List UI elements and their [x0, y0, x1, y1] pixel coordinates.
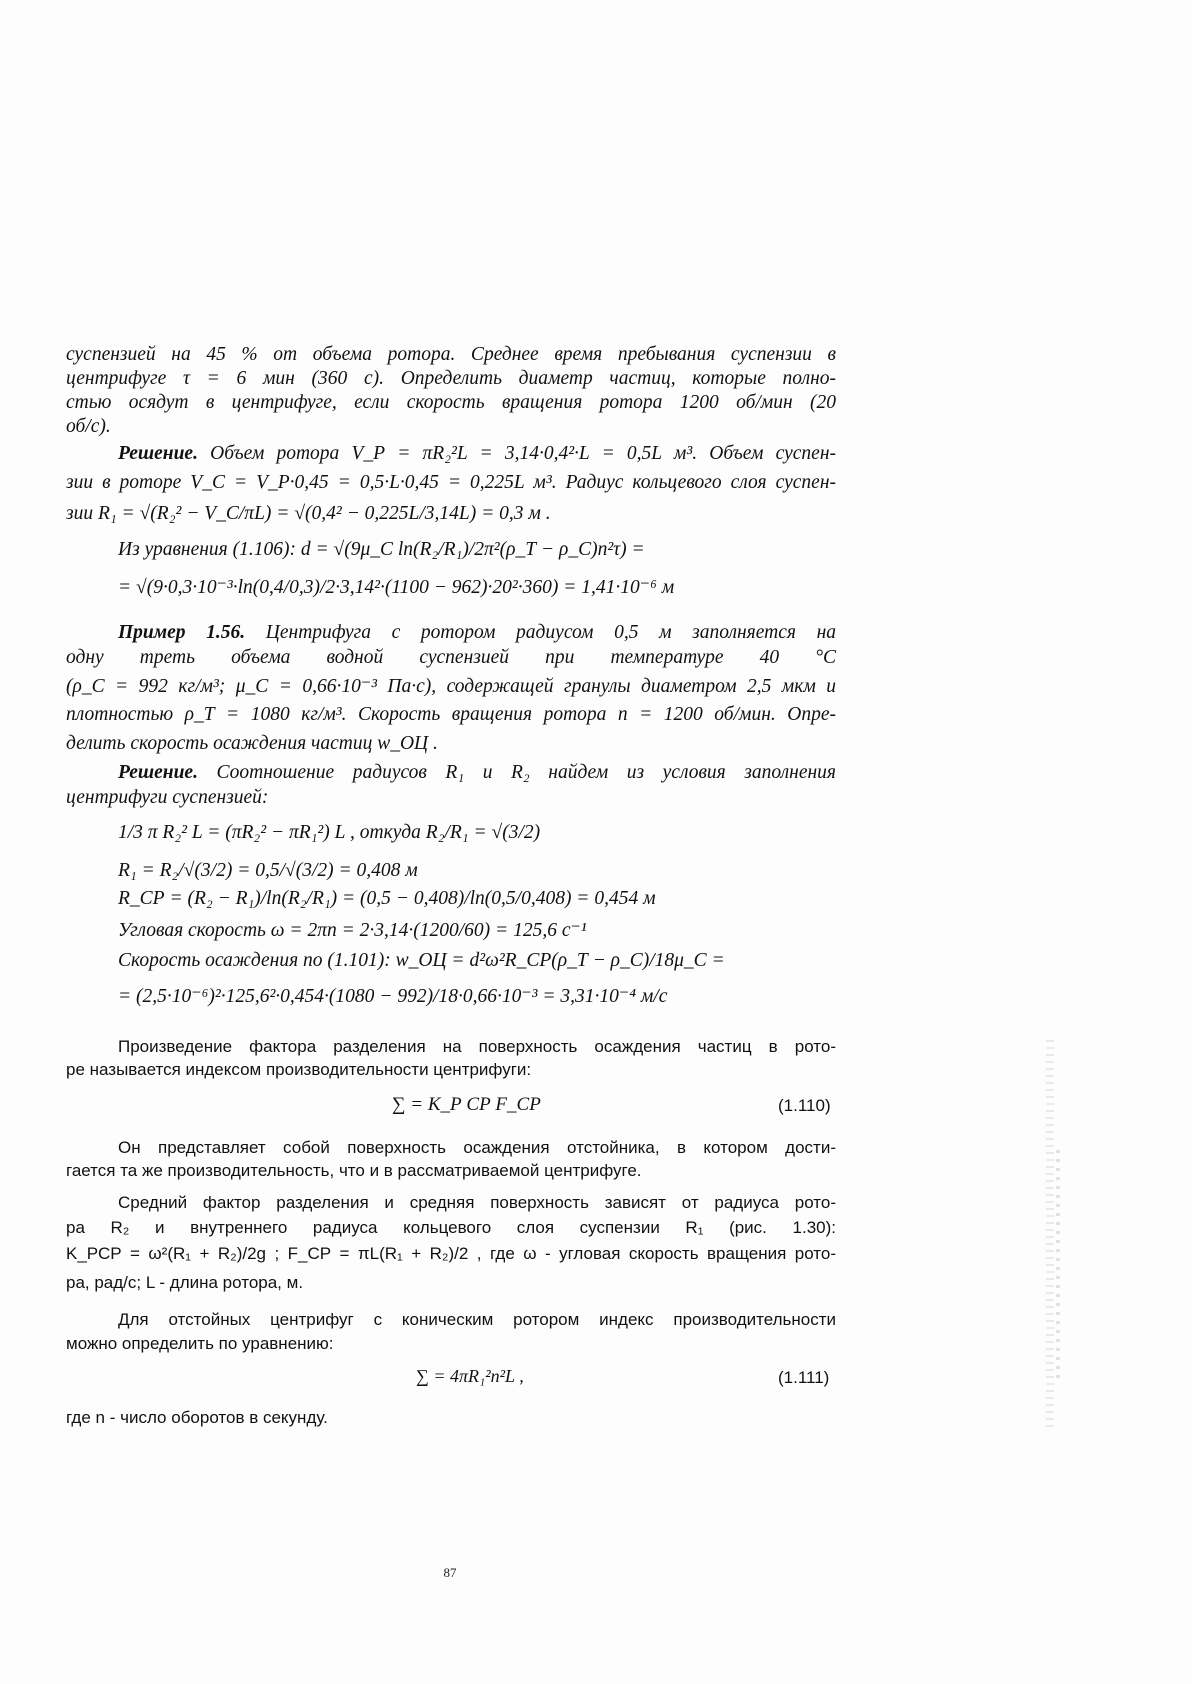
solution2-equation-3: R_СР = (R₂ − R₁)/ln(R₂/R₁) = (0,5 − 0,408)/ln(0,5/0,408) = 0,454 м — [118, 888, 656, 909]
text3-line-2: ра R₂ и внутреннего радиуса кольцевого слоя суспензии R₁ (рис. 1.30): — [66, 1218, 836, 1237]
text1-line-2: ре называется индексом производительности центрифуги: — [66, 1060, 532, 1079]
solution1-line-3: зии R₁ = √(R₂² − V_С/πL) = √(0,4² − 0,225L/3,14L) = 0,3 м . — [66, 503, 551, 524]
para1-line-4: об/с). — [66, 416, 111, 437]
text3-line-4: ра, рад/с; L - длина ротора, м. — [66, 1273, 304, 1292]
solution2-line-1: Решение. Соотношение радиусов R₁ и R₂ найдем из условия заполнения — [118, 762, 836, 783]
solution2-equation-5: Скорость осаждения по (1.101): w_ОЦ = d²ω²R_СР(ρ_Т − ρ_С)/18μ_С = — [118, 950, 725, 971]
text5-line-1: где n - число оборотов в секунду. — [66, 1408, 328, 1427]
example-line-1: Пример 1.56. Центрифуга с ротором радиусом 0,5 м заполняется на — [118, 622, 836, 643]
example-line-4: плотностью ρ_Т = 1080 кг/м³. Скорость вращения ротора n = 1200 об/мин. Опре- — [66, 704, 836, 725]
example-line-3: (ρ_С = 992 кг/м³; μ_С = 0,66·10⁻³ Па·с), содержащей гранулы диаметром 2,5 мкм и — [66, 676, 836, 697]
text4-line-2: можно определить по уравнению: — [66, 1334, 334, 1353]
text2-line-2: гается та же производительность, что и в рассматриваемой центрифуге. — [66, 1161, 642, 1180]
solution2-equation-2: R₁ = R₂/√(3/2) = 0,5/√(3/2) = 0,408 м — [118, 860, 418, 881]
solution1-equation-d: Из уравнения (1.106): d = √(9μ_С ln(R₂/R₁)/2π²(ρ_Т − ρ_С)n²τ) = — [118, 539, 645, 560]
scan-artifact — [1046, 1040, 1054, 1430]
para1-line-3: стью осядут в центрифуге, если скорость вращения ротора 1200 об/мин (20 — [66, 392, 836, 413]
solution-label: Решение. — [118, 762, 198, 783]
formula-1-110: ∑ = K_Р СР F_СР — [392, 1094, 541, 1115]
solution2-equation-4: Угловая скорость ω = 2πn = 2·3,14·(1200/60) = 125,6 с⁻¹ — [118, 920, 587, 941]
equation-number-1-111: (1.111) — [778, 1368, 830, 1387]
formula-1-111: ∑ = 4πR₁²n²L , — [416, 1366, 524, 1386]
page-number: 87 — [443, 1565, 457, 1580]
text1-line-1: Произведение фактора разделения на поверхность осаждения частиц в рото- — [118, 1037, 836, 1056]
solution2-equation-6: = (2,5·10⁻⁶)²·125,6²·0,454·(1080 − 992)/18·0,66·10⁻³ = 3,31·10⁻⁴ м/с — [118, 986, 668, 1007]
scan-artifact — [1056, 1150, 1060, 1380]
solution1-line-2: зии в роторе V_С = V_Р·0,45 = 0,5·L·0,45 = 0,225L м³. Радиус кольцевого слоя суспен- — [66, 472, 836, 493]
text4-line-1: Для отстойных центрифуг с коническим ротором индекс производительности — [118, 1310, 836, 1329]
text2-line-1: Он представляет собой поверхность осаждения отстойника, в котором дости- — [118, 1138, 836, 1157]
equation-number-1-110: (1.110) — [778, 1096, 831, 1115]
solution2-equation-1: 1/3 π R₂² L = (πR₂² − πR₁²) L , откуда R₂/R₁ = √(3/2) — [118, 822, 541, 843]
example-label: Пример 1.56. — [118, 622, 246, 643]
solution1-line-1: Решение. Объем ротора V_Р = πR₂²L = 3,14·0,4²·L = 0,5L м³. Объем суспен- — [118, 443, 836, 464]
solution2-line-2: центрифуги суспензией: — [66, 787, 269, 808]
example-line-2: одну треть объема водной суспензией при температуре 40 °С — [66, 647, 836, 668]
text3-line-1: Средний фактор разделения и средняя поверхность зависят от радиуса рото- — [118, 1193, 836, 1212]
para1-line-1: суспензией на 45 % от объема ротора. Среднее время пребывания суспензии в — [66, 344, 836, 365]
solution-label: Решение. — [118, 443, 198, 464]
example-line-5: делить скорость осаждения частиц w_ОЦ . — [66, 733, 438, 754]
text3-line-3: K_РСР = ω²(R₁ + R₂)/2g ; F_СР = πL(R₁ + R₂)/2 , где ω - угловая скорость вращения рото- — [66, 1244, 836, 1263]
para1-line-2: центрифуге τ = 6 мин (360 с). Определить диаметр частиц, которые полно- — [66, 368, 836, 389]
solution1-result-d: = √(9·0,3·10⁻³·ln(0,4/0,3)/2·3,14²·(1100 − 962)·20²·360) = 1,41·10⁻⁶ м — [118, 577, 675, 598]
